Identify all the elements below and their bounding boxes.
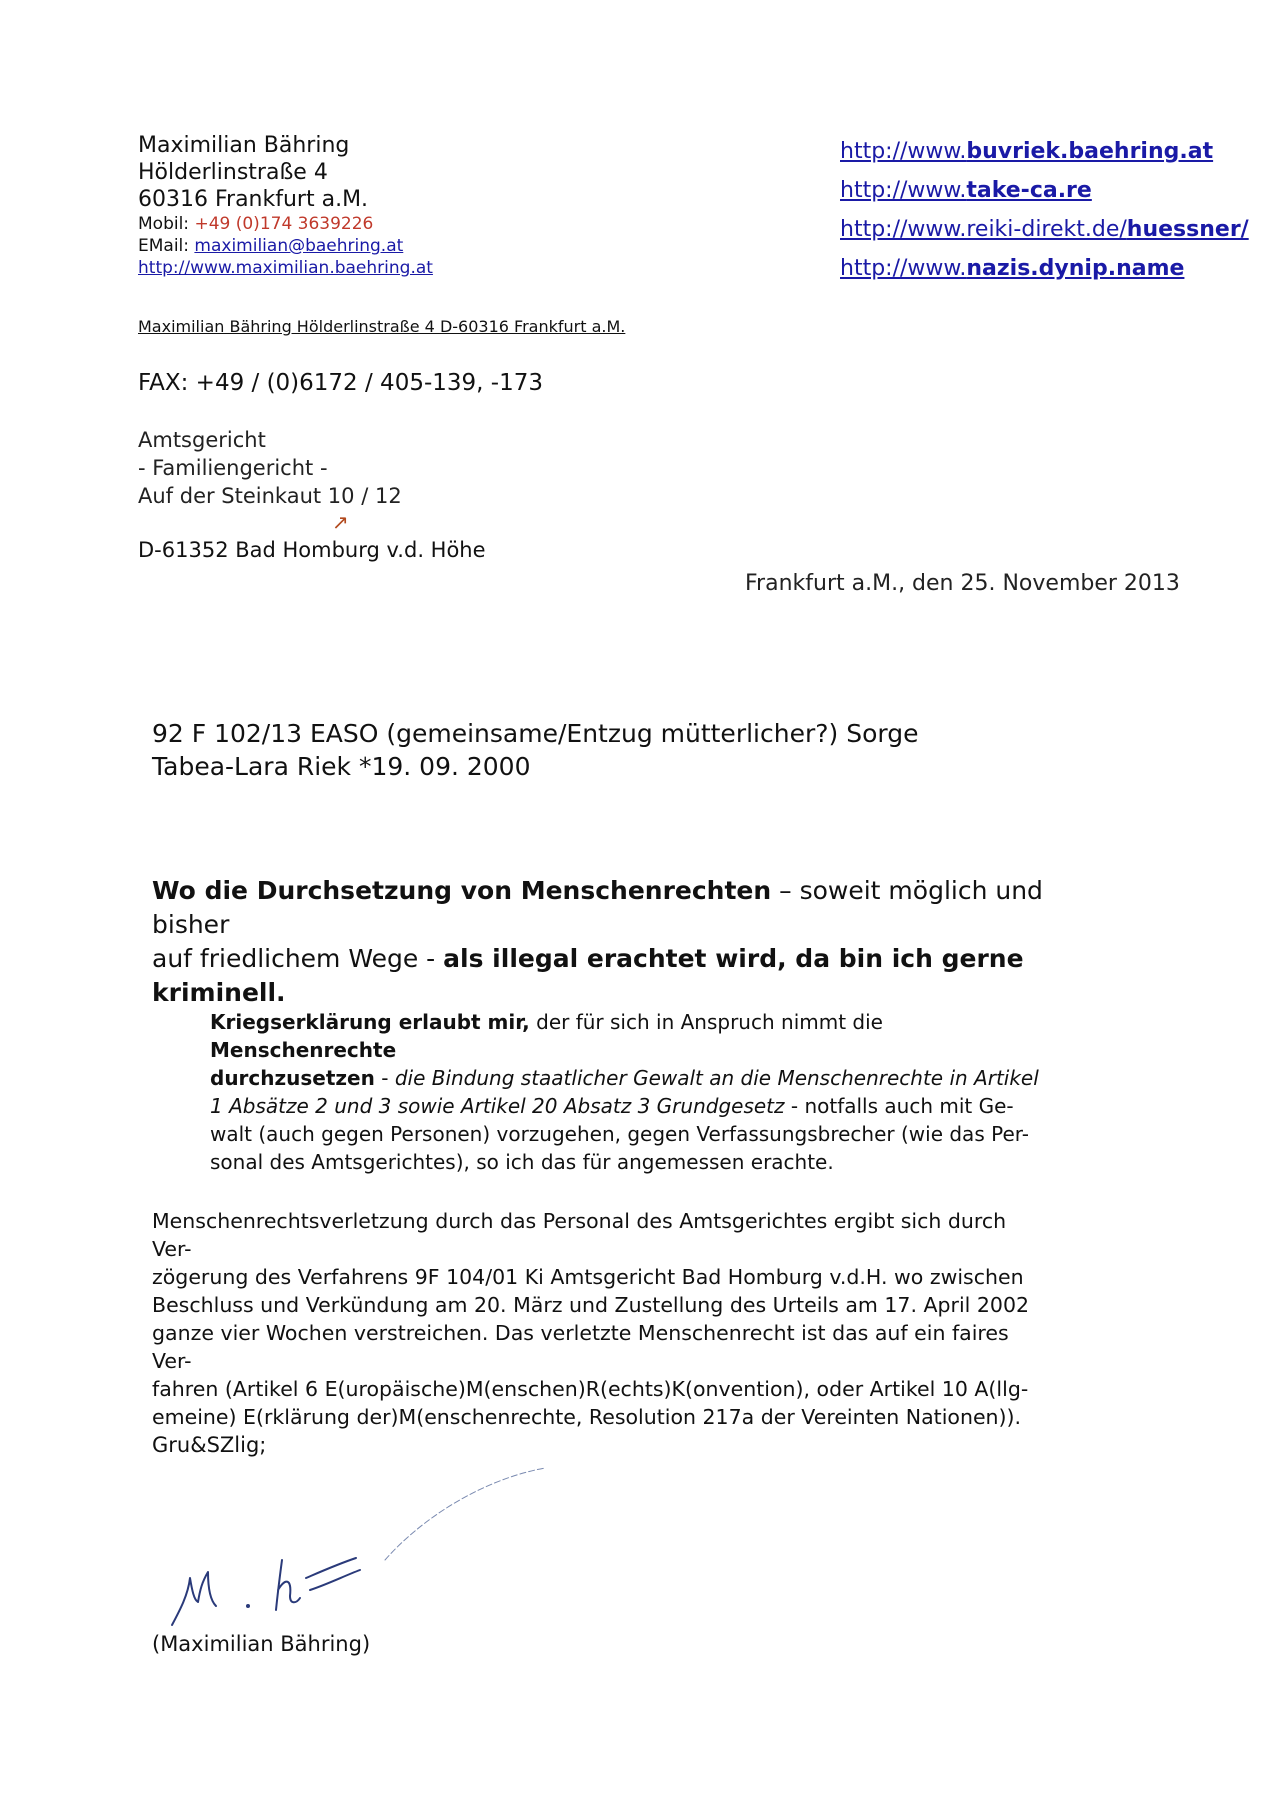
greeting: Gru&SZlig; [152,1433,267,1457]
indented-bold-2: Menschenrechte [210,1038,397,1062]
indented-bold-1: Kriegserklärung erlaubt mir, [210,1010,530,1034]
mobile-number: +49 (0)174 3639226 [194,214,374,234]
recipient-address [138,426,402,510]
website-link[interactable]: http://www.maximilian.baehring.at [138,258,433,278]
recipient-city: D-61352 Bad Homburg v.d. Höhe [138,538,486,562]
motto [152,874,1072,1010]
indented-text-4: walt (auch gegen Personen) vorzugehen, gegen Verfassungsbrecher (wie das Per- [210,1122,1029,1146]
motto-bold-1: Wo die Durchsetzung von Menschenrechten [152,876,772,905]
indented-paragraph [210,1008,1050,1176]
recipient-line2: - Familiengericht - [138,456,328,480]
email-label: EMail: [138,236,189,256]
paragraph-line: Beschluss und Verkündung am 20. März und Zustellung des Urteils am 17. April 2002 [152,1293,1030,1317]
motto-bold-2: als illegal erachtet wird, da bin ich gerne kriminell. [152,944,1024,1007]
return-address-line: Maximilian Bähring Hölderlinstraße 4 D-60316 Frankfurt a.M. [138,317,626,336]
indented-text-3: - notfalls auch mit Ge- [784,1094,1014,1118]
fax-line: FAX: +49 / (0)6172 / 405-139, -173 [138,370,543,396]
mobile-label: Mobil: [138,214,190,234]
recipient-line3: Auf der Steinkaut 10 / 12 [138,484,402,508]
subject-line1: 92 F 102/13 EASO (gemeinsame/Entzug mütterlicher?) Sorge [152,719,919,748]
recipient-line1: Amtsgericht [138,428,266,452]
indented-text-2: - [374,1066,395,1090]
sender-street: Hölderlinstraße 4 [138,160,328,185]
signer-name: (Maximilian Bähring) [152,1632,371,1656]
indented-bold-3: durchzusetzen [210,1066,375,1090]
sender-address [138,132,433,279]
arrow-up-right-icon: ↗ [332,510,349,534]
signature-image [160,1460,560,1630]
subject-line2: Tabea-Lara Riek *19. 09. 2000 [152,752,531,781]
indented-text-5: sonal des Amtsgerichtes), so ich das für angemessen erachte. [210,1150,834,1174]
sender-mobile-row [138,213,433,235]
email-link[interactable]: maximilian@baehring.at [194,236,404,256]
link-take-care[interactable]: http://www.take-ca.re [840,178,1092,203]
sender-city: 60316 Frankfurt a.M. [138,187,369,212]
sender-email-row [138,235,433,257]
sender-website-row [138,257,433,279]
body-paragraph [152,1207,1052,1431]
motto-text-1: – soweit möglich und bisher [152,876,1043,939]
paragraph-line: fahren (Artikel 6 E(uropäische)M(enschen)R(echts)K(onvention), oder Artikel 10 A(llg- [152,1377,1029,1401]
sender-name: Maximilian Bähring [138,133,350,158]
subject [152,717,918,783]
indented-italic-1: die Bindung staatlicher Gewalt an die Menschenrechte in Artikel [394,1066,1039,1090]
link-buvriek[interactable]: http://www.buvriek.baehring.at [840,139,1214,164]
letter-date: Frankfurt a.M., den 25. November 2013 [745,571,1180,596]
paragraph-line: emeine) E(rklärung der)M(enschenrechte, Resolution 217a der Vereinten Nationen)). [152,1405,1022,1429]
indented-italic-2: 1 Absätze 2 und 3 sowie Artikel 20 Absatz 3 Grundgesetz [210,1094,785,1118]
indented-text-1: der für sich in Anspruch nimmt die [529,1010,883,1034]
paragraph-line: ganze vier Wochen verstreichen. Das verletzte Menschenrecht ist das auf ein faires Ver- [152,1321,1009,1373]
paragraph-line: Menschenrechtsverletzung durch das Personal des Amtsgerichtes ergibt sich durch Ver- [152,1209,1007,1261]
link-reiki[interactable]: http://www.reiki-direkt.de/huessner/ [840,217,1249,242]
motto-text-2: auf friedlichem Wege - [152,944,444,973]
link-list [840,132,1249,288]
paragraph-line: zögerung des Verfahrens 9F 104/01 Ki Amtsgericht Bad Homburg v.d.H. wo zwischen [152,1265,1024,1289]
link-nazis[interactable]: http://www.nazis.dynip.name [840,256,1185,281]
